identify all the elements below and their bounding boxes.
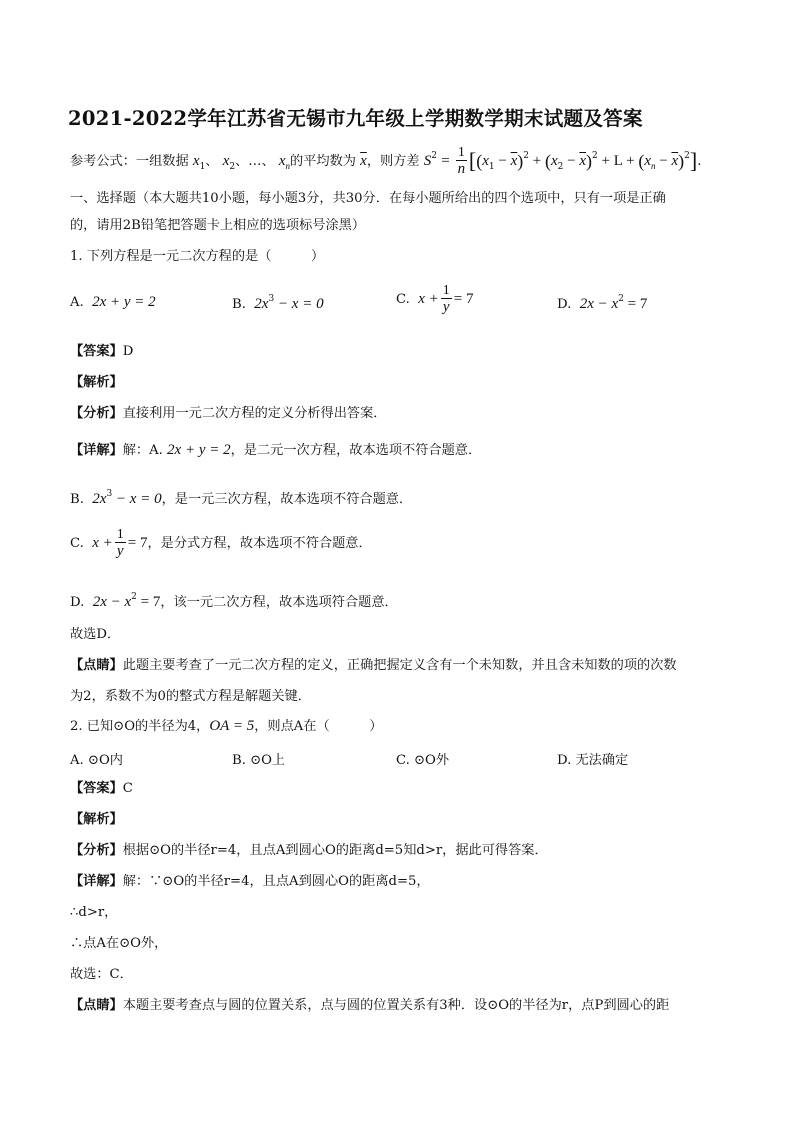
q2-fenxi: 【分析】根据⊙O的半径r=4，且点A到圆心O的距离d=5知d>r，据此可得答案． [70,843,548,858]
q1-detail-a: 【详解】解：A. 2x + y = 2，是二元一次方程，故本选项不符合题意． [70,442,482,458]
reference-formula: 参考公式：一组数据 $x_1$、 $x_2$、…、 $x_n$的平均数为 $\overline{x}$，则方差 $S^2$ = $\frac{1}{n}$ $[(x_1 - \overline{x})^2 + (x_2 - \overline{x})^2 + L + (x_n - \overline{x})^2]$. [70,145,702,177]
q2-analysis-heading: 【解析】 [70,812,123,827]
q2-dianjing: 【点睛】本题主要考查点与圆的位置关系，点与圆的位置关系有3种．设⊙O的半径为r，点P到圆心的距 [70,998,670,1013]
q2-option-c: C. ⊙O外 [396,753,450,768]
q2-answer: 【答案】C [70,781,133,796]
q2-detail-line2: ∴d>r， [70,905,118,920]
q1-option-a: A. 2x + y = 2 [70,294,156,310]
document-title: 2021-2022学年江苏省无锡市九年级上学期数学期末试题及答案 [68,107,643,130]
q1-dianjing-line1: 【点睛】此题主要考查了一元二次方程的定义，正确把握定义含有一个未知数，并且含未知数的项的次数 [70,658,677,673]
q1-option-c: C. x + $\frac{1}{y}$ = 7 [396,283,474,315]
q2-detail-line1: 【详解】解：∵⊙O的半径r=4，且点A到圆心O的距离d=5， [70,874,430,889]
q1-detail-d: D. $2x - x^2 = 7$，该一元二次方程，故本选项符合题意． [70,592,398,610]
q2-conclusion: 故选：C． [70,967,133,982]
q2-stem: 2. 已知⊙O的半径为4，OA = 5，则点A在（ ） [70,718,383,734]
q1-fenxi: 【分析】直接利用一元二次方程的定义分析得出答案． [70,406,387,421]
section-heading-line1: 一、选择题（本大题共10小题，每小题3分，共30分．在每小题所给出的四个选项中，只有一项是正确 [70,191,666,206]
q1-analysis-heading: 【解析】 [70,375,123,390]
q2-option-b: B. ⊙O上 [232,753,286,768]
q1-dianjing-line2: 为2，系数不为0的整式方程是解题关键． [70,689,311,704]
q2-option-a: A. ⊙O内 [70,753,123,768]
section-heading-line2: 的，请用2B铅笔把答题卡上相应的选项标号涂黑） [70,218,366,233]
q1-detail-c: C. x + $\frac{1}{y}$ = 7，是分式方程，故本选项不符合题意． [70,527,372,559]
q1-option-d: D. $2x - x^2 = 7$ [557,294,648,312]
q1-conclusion: 故选D． [70,627,121,642]
q2-detail-line3: ∴点A在⊙O外， [70,936,168,951]
q1-stem: 1. 下列方程是一元二次方程的是（ ） [70,249,325,264]
q1-detail-b: B. $2x^3 - x = 0$，是一元三次方程，故本选项不符合题意． [70,489,413,507]
q2-option-d: D. 无法确定 [557,753,629,768]
q1-answer: 【答案】D [70,344,134,359]
q1-option-b: B. $2x^3 - x = 0$ [232,294,324,312]
